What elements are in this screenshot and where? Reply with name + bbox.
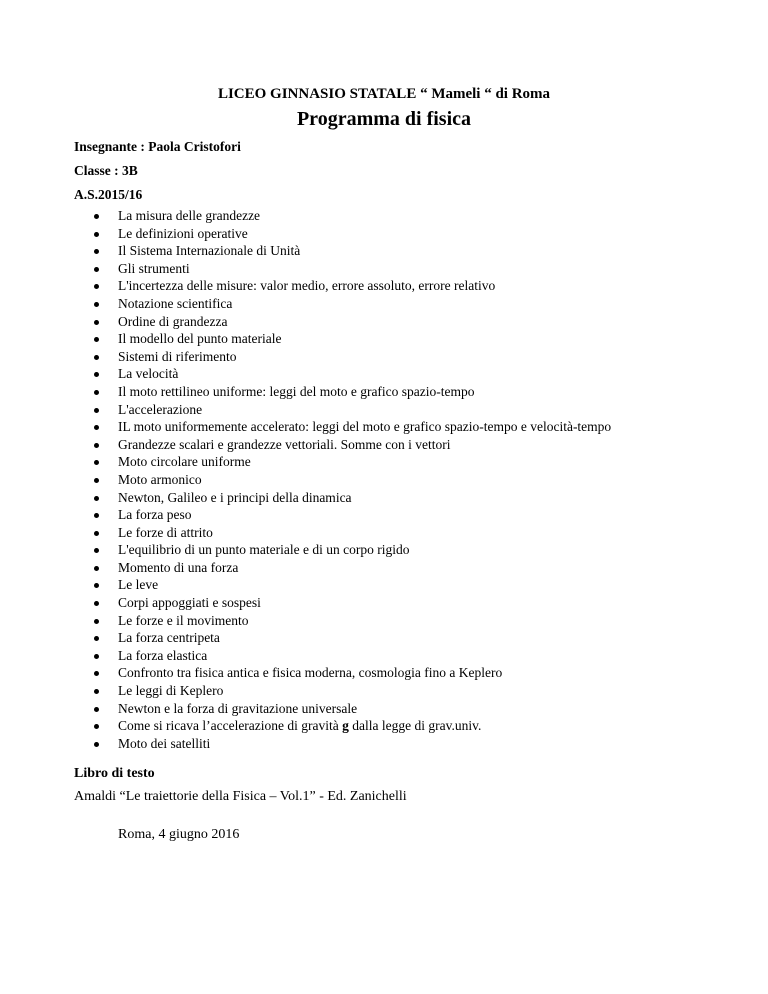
topic-item: Moto dei satelliti — [74, 735, 611, 753]
topic-item: L'equilibrio di un punto materiale e di un corpo rigido — [74, 541, 611, 559]
textbook-reference: Amaldi “Le traiettorie della Fisica – Vol.1” - Ed. Zanichelli — [74, 789, 407, 804]
gravity-symbol: g — [342, 718, 349, 734]
topic-item: Moto armonico — [74, 471, 611, 489]
topic-item: Gli strumenti — [74, 260, 611, 278]
topic-item: Confronto tra fisica antica e fisica moderna, cosmologia fino a Keplero — [74, 664, 611, 682]
teacher-line: Insegnante : Paola Cristofori — [74, 139, 241, 154]
topic-item: La forza elastica — [74, 647, 611, 665]
topic-item: Le leve — [74, 576, 611, 594]
topic-item: Newton e la forza di gravitazione universale — [74, 700, 611, 718]
topic-item: Corpi appoggiati e sospesi — [74, 594, 611, 612]
topic-item: Il moto rettilineo uniforme: leggi del moto e grafico spazio-tempo — [74, 383, 611, 401]
topic-item: Le forze di attrito — [74, 524, 611, 542]
school-name: LICEO GINNASIO STATALE “ Mameli “ di Roma — [217, 86, 551, 102]
topic-item: Il Sistema Internazionale di Unità — [74, 242, 611, 260]
topic-item: Newton, Galileo e i principi della dinamica — [74, 489, 611, 507]
topic-item: Le leggi di Keplero — [74, 682, 611, 700]
topic-item: Le forze e il movimento — [74, 612, 611, 630]
topic-item: Le definizioni operative — [74, 225, 611, 243]
topic-item: Moto circolare uniforme — [74, 453, 611, 471]
topic-item: Notazione scientifica — [74, 295, 611, 313]
page-title: Programma di fisica — [296, 108, 472, 130]
topic-item: La misura delle grandezze — [74, 207, 611, 225]
school-year-line: A.S.2015/16 — [74, 187, 143, 202]
topic-item: IL moto uniformemente accelerato: leggi del moto e grafico spazio-tempo e velocità-tempo — [74, 418, 611, 436]
topic-item: Sistemi di riferimento — [74, 348, 611, 366]
topic-item: La forza centripeta — [74, 629, 611, 647]
topic-item: Momento di una forza — [74, 559, 611, 577]
class-line: Classe : 3B — [74, 163, 138, 178]
topic-item: Il modello del punto materiale — [74, 330, 611, 348]
date-line: Roma, 4 giugno 2016 — [118, 827, 240, 842]
topic-item: La velocità — [74, 365, 611, 383]
topics-list — [74, 207, 611, 752]
topic-item: Ordine di grandezza — [74, 313, 611, 331]
topic-item: Come si ricava l’accelerazione di gravità g dalla legge di grav.univ. — [74, 717, 611, 735]
textbook-heading: Libro di testo — [74, 766, 155, 781]
topic-item: L'accelerazione — [74, 401, 611, 419]
topic-item: La forza peso — [74, 506, 611, 524]
topic-item: L'incertezza delle misure: valor medio, errore assoluto, errore relativo — [74, 277, 611, 295]
topic-item: Grandezze scalari e grandezze vettoriali. Somme con i vettori — [74, 436, 611, 454]
